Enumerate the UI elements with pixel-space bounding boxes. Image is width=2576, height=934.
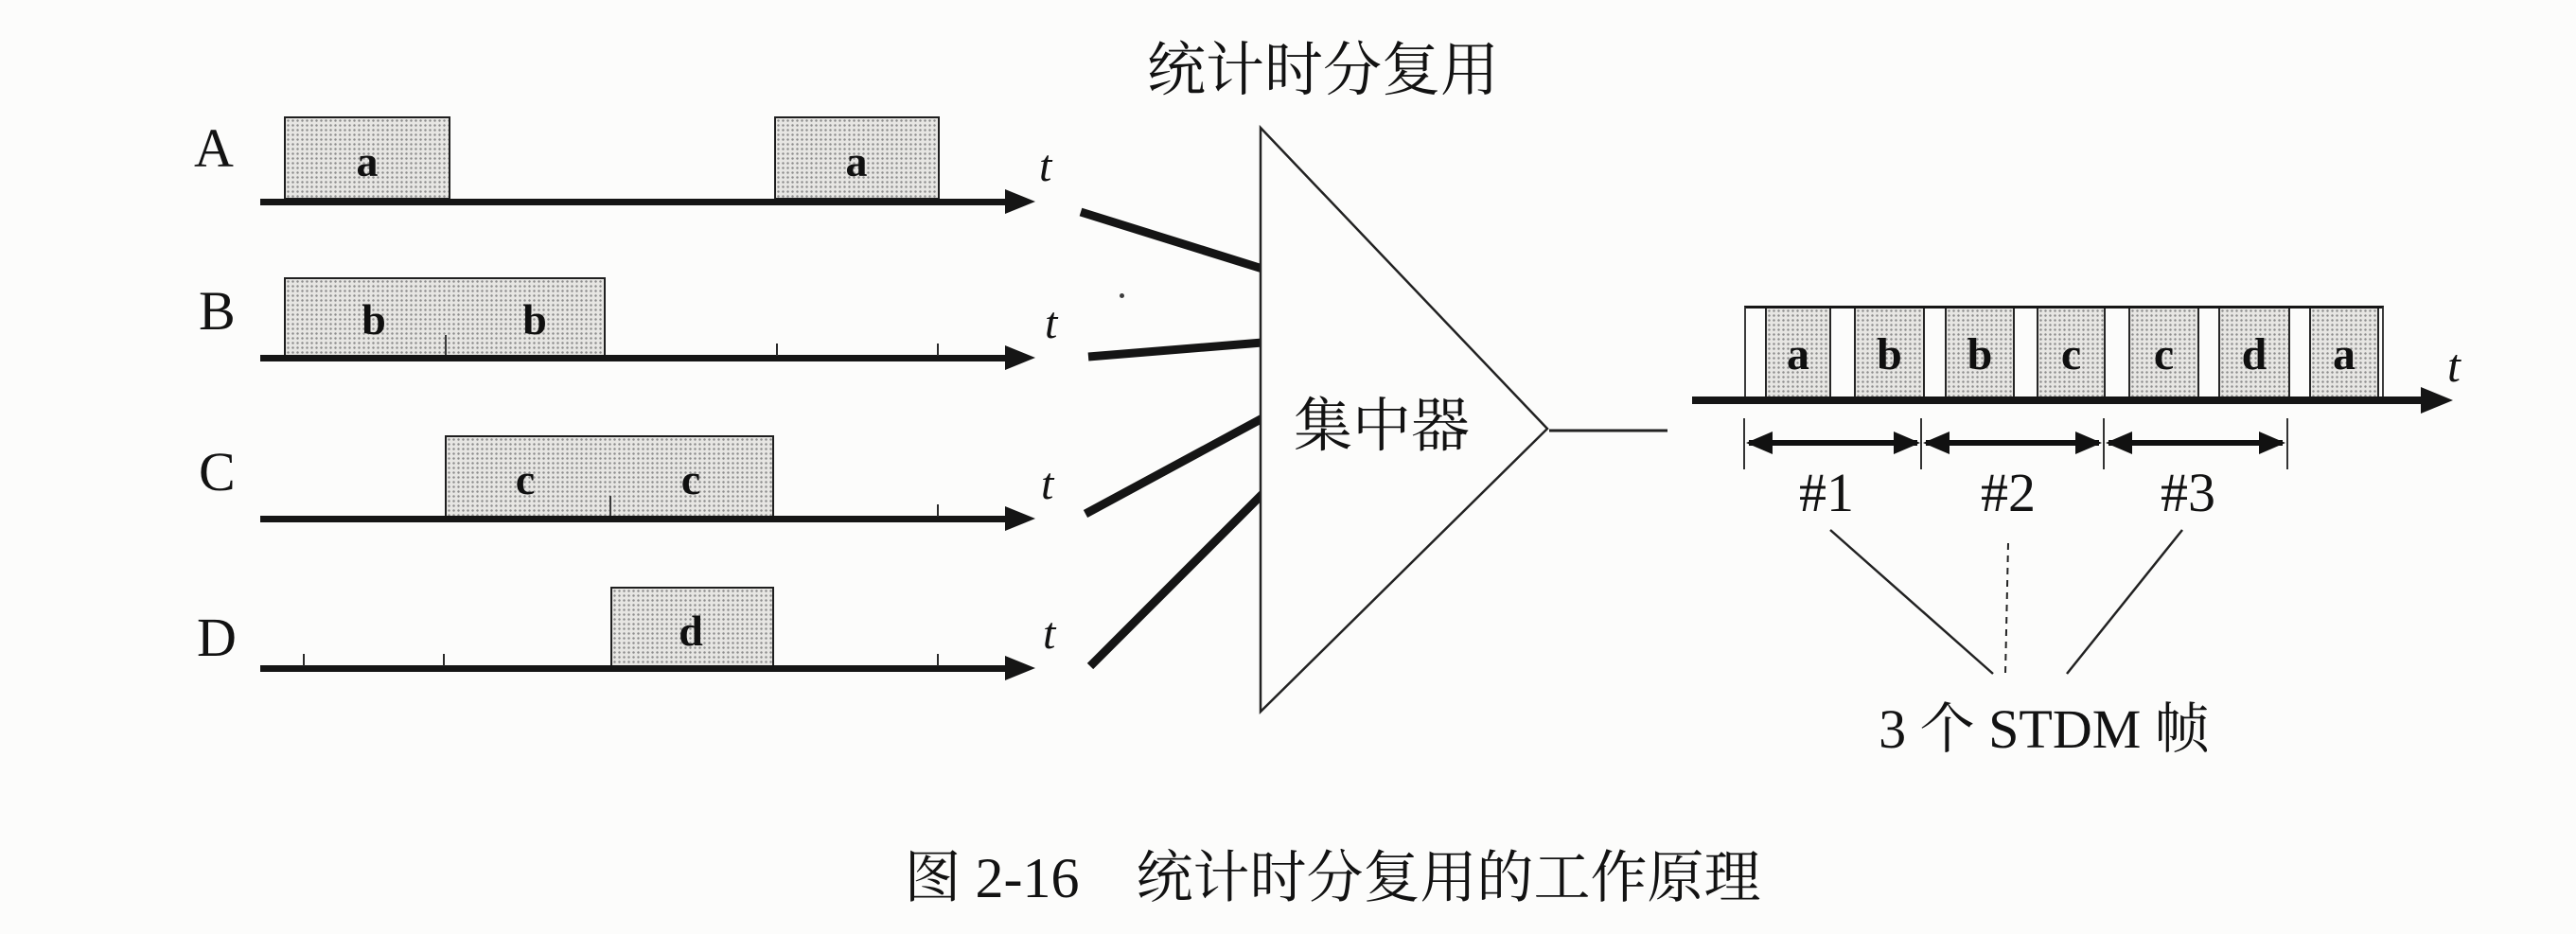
arrowhead-right-icon — [2075, 432, 2102, 454]
timeline-c-arrowhead-icon — [1005, 506, 1035, 531]
timeline-b-arrowhead-icon — [1005, 345, 1035, 370]
time-label-output: t — [2447, 339, 2461, 392]
slot-tick — [937, 654, 939, 666]
feed-line-a — [1081, 212, 1262, 269]
feed-line-b — [1088, 343, 1262, 357]
arrowhead-right-icon — [2259, 432, 2285, 454]
figure-title: 统计时分复用 — [1146, 39, 1499, 103]
time-label-c: t — [1041, 459, 1054, 509]
slot-tick — [937, 504, 939, 517]
frame-boundary-tick — [1920, 418, 1922, 469]
timeline-d-arrowhead-icon — [1005, 656, 1035, 680]
figure-caption: 图 2-16 统计时分复用的工作原理 — [904, 847, 1761, 909]
burst-box-b — [284, 277, 606, 357]
burst-letter: b — [362, 295, 386, 344]
output-frame-strip — [1744, 306, 2384, 399]
time-label-d: t — [1043, 608, 1056, 659]
output-slot: a — [1765, 308, 1831, 399]
time-label-b: t — [1045, 298, 1058, 348]
timeline-a — [260, 199, 1008, 205]
frame-boundary-tick — [2286, 418, 2288, 469]
timeline-d — [260, 665, 1008, 672]
burst-letter: d — [679, 607, 703, 655]
timeline-a-arrowhead-icon — [1005, 189, 1035, 214]
slot-tick — [937, 344, 939, 356]
burst-letter: c — [680, 455, 701, 503]
slot-tick — [443, 654, 445, 666]
frame1-extent-arrow — [1749, 440, 1917, 446]
output-slot: c — [2128, 308, 2199, 399]
frame3-label: #3 — [2161, 462, 2215, 523]
row-label-a: A — [194, 117, 234, 179]
output-slot: c — [2037, 308, 2106, 399]
slot-tick — [303, 654, 305, 666]
burst-letter: a — [356, 137, 379, 185]
timeline-output — [1692, 397, 2425, 404]
frame-boundary-tick — [1743, 418, 1745, 469]
stdm-frames-note: 3 个 STDM 帧 — [1879, 698, 2210, 760]
timeline-c — [260, 516, 1008, 522]
concentrator-label: 集中器 — [1293, 395, 1470, 459]
arrowhead-left-icon — [1746, 432, 1773, 454]
timeline-b — [260, 355, 1008, 361]
row-label-b: B — [199, 280, 236, 342]
row-label-c: C — [199, 441, 236, 502]
output-slot: b — [1945, 308, 2015, 399]
burst-letter: c — [515, 455, 536, 503]
frame2-extent-arrow — [1926, 440, 2099, 446]
pointer-line-frame2 — [2005, 543, 2008, 674]
arrowhead-right-icon — [1894, 432, 1920, 454]
time-label-a: t — [1039, 141, 1052, 191]
feed-line-c — [1085, 418, 1262, 514]
arrowhead-left-icon — [1923, 432, 1950, 454]
pointer-line-frame1 — [1830, 530, 1993, 674]
arrowhead-left-icon — [2106, 432, 2132, 454]
burst-letter: b — [522, 295, 547, 344]
output-slot: d — [2218, 308, 2290, 399]
frame3-extent-arrow — [2108, 440, 2283, 446]
row-label-d: D — [197, 607, 237, 668]
frame2-label: #2 — [1981, 462, 2036, 523]
output-slot: b — [1854, 308, 1925, 399]
slot-tick — [776, 344, 778, 356]
slot-divider — [609, 496, 611, 516]
burst-box-c — [445, 435, 774, 518]
frame-boundary-tick — [2103, 418, 2105, 469]
feed-line-d — [1090, 494, 1262, 666]
slot-divider — [445, 335, 447, 355]
burst-letter: a — [845, 137, 868, 185]
frame1-label: #1 — [1799, 462, 1854, 523]
output-slot: a — [2309, 308, 2379, 399]
ink-speck — [1120, 293, 1124, 298]
pointer-line-frame3 — [2067, 530, 2182, 674]
